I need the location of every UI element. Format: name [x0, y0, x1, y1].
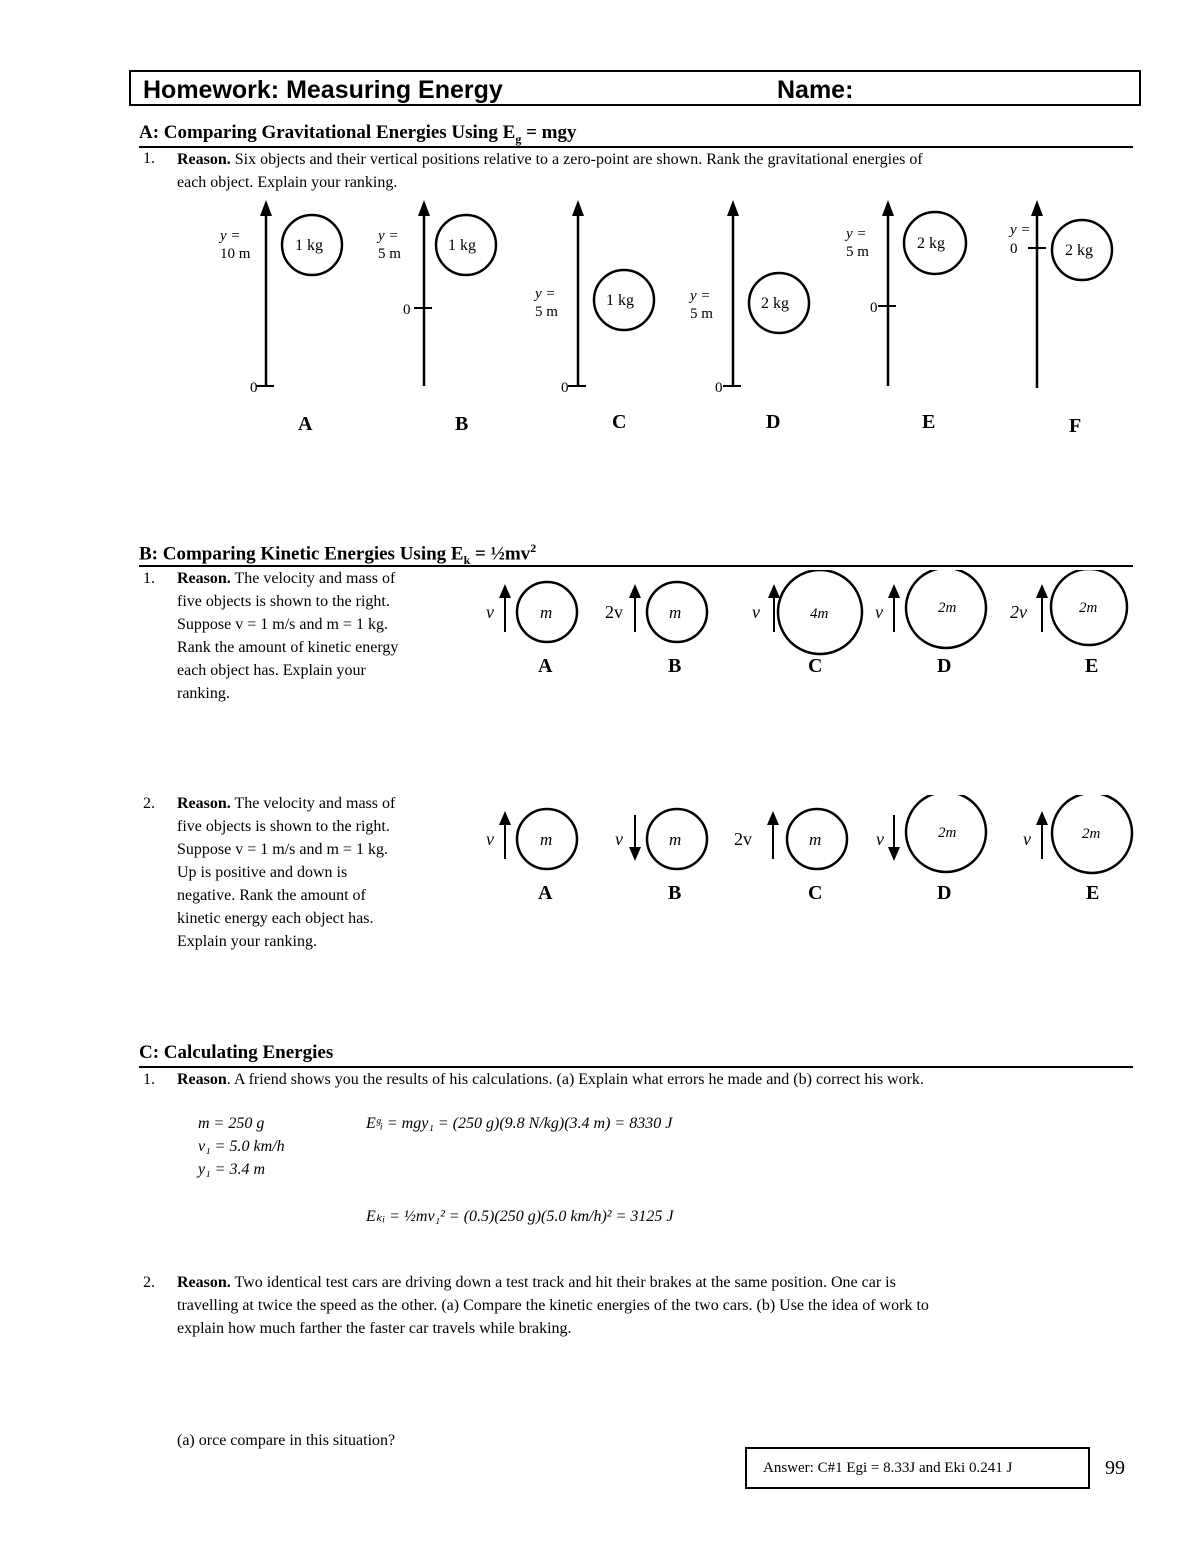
object-letter: E: [1085, 655, 1099, 677]
letter-a: A: [298, 413, 313, 435]
mass-label: m: [540, 603, 553, 622]
c-q2-number: 2.: [143, 1274, 155, 1291]
mass-d: 2 kg: [761, 295, 789, 312]
section-b-heading: B: Comparing Kinetic Energies Using $E_k$ = $\frac{1}{2}mv^2$: [139, 541, 537, 568]
object-letter: E: [1086, 882, 1100, 904]
object-letter: D: [937, 655, 952, 677]
gravity-calculation: Eᵍᵢ = mgy₁ = (250 g)(9.8 N/kg)(3.4 m) = 8330 J: [366, 1115, 673, 1132]
given-velocity: v₁ = 5.0 km/h: [198, 1138, 285, 1155]
y-label-e: y =: [846, 226, 867, 242]
kinetic-q2-object-d: [876, 795, 986, 904]
kinetic-q1-object-c: [752, 570, 862, 677]
letter-c: C: [612, 411, 627, 433]
letter-e: E: [922, 411, 936, 433]
y-label-c: y =: [535, 286, 556, 302]
b-q2-number: 2.: [143, 795, 155, 812]
zero-label-c: 0: [561, 380, 569, 396]
c-q1-text: Reason. A friend shows you the results of his calculations. (a) Explain what errors he made and (b) correct his work.: [177, 1071, 924, 1088]
mass-label: m: [669, 603, 682, 622]
y-label-b: y =: [378, 228, 399, 244]
y-value-d: 5 m: [690, 306, 713, 322]
mass-e: 2 kg: [917, 235, 945, 252]
kinetic-q2-object-c: [734, 809, 847, 904]
kinetic-diagrams-q2: [470, 795, 1160, 915]
c-q2-text: Reason. Two identical test cars are driving down a test track and hit their brakes at the same position. One car is travelling at twice the speed as the other. (a) Compare the kinetic energies of the two cars. (b) Use the idea of work to explain how much farther the faster car travels while braking.: [177, 1274, 929, 1337]
y-value-a: 10 m: [220, 246, 251, 262]
object-letter: A: [538, 882, 553, 904]
y-value-b: 5 m: [378, 246, 401, 262]
kinetic-calculation: Eₖᵢ = ½mv₁² = (0.5)(250 g)(5.0 km/h)² = 3125 J: [366, 1208, 674, 1225]
gravity-object-f: [1008, 200, 1112, 437]
section-c-heading: C: Calculating Energies: [139, 1042, 334, 1063]
given-height: y₁ = 3.4 m: [198, 1161, 266, 1178]
kinetic-diagrams-q1: [470, 570, 1160, 690]
velocity-label: v: [752, 602, 760, 622]
y-value-f: 0: [1010, 241, 1018, 257]
kinetic-q2-object-b: [615, 809, 707, 904]
b-q1-text: Reason. The velocity and mass of five objects is shown to the right. Suppose v = 1 m/s and m = 1 kg. Rank the amount of kinetic energy each object has. Explain your ranking.: [177, 570, 399, 702]
answer-box: [745, 1447, 1090, 1489]
gravity-diagrams: [0, 190, 1200, 440]
kinetic-q1-object-e: [1010, 570, 1127, 677]
worksheet-title: Homework: Measuring Energy: [143, 76, 503, 104]
velocity-label: v: [615, 829, 623, 849]
mass-label: m: [540, 830, 553, 849]
kinetic-q1-object-d: [875, 570, 986, 677]
part-a-prompt: (a) orce compare in this situation?: [177, 1432, 396, 1449]
gravity-object-d: [688, 200, 809, 433]
y-label-f: y =: [1010, 222, 1031, 238]
mass-label: m: [669, 830, 682, 849]
y-label-a: y =: [220, 228, 241, 244]
section-a-heading: A: Comparing Gravitational Energies Using $E_g$ = mgy: [139, 122, 577, 146]
object-letter: D: [937, 882, 952, 904]
zero-label-e: 0: [870, 300, 878, 316]
given-mass: m = 250 g: [198, 1115, 265, 1132]
kinetic-q1-object-a: [486, 582, 577, 677]
velocity-label: v: [486, 602, 494, 622]
title-box: [129, 70, 1141, 106]
object-letter: B: [668, 655, 682, 677]
c-q1-number: 1.: [143, 1071, 155, 1088]
velocity-label: 2v: [734, 829, 752, 849]
zero-label-d: 0: [715, 380, 723, 396]
mass-label: 2m: [1079, 600, 1098, 616]
a-q1-number: 1.: [143, 150, 155, 167]
gravity-object-a: [218, 200, 342, 435]
answer-text: Answer: C#1 Egi = 8.33J and Eki 0.241 J: [763, 1459, 1013, 1476]
mass-label: 2m: [938, 825, 957, 841]
mass-label: 2m: [938, 600, 957, 616]
name-label: Name:: [777, 76, 854, 104]
mass-b: 1 kg: [448, 237, 476, 254]
gravity-object-c: [533, 200, 654, 433]
gravity-object-e: [844, 200, 966, 433]
y-value-e: 5 m: [846, 244, 869, 260]
a-q1-text: Reason. Six objects and their vertical positions relative to a zero-point are shown. Rank the gravitational energies of each object. Explain your ranking.: [177, 151, 923, 191]
mass-label: 4m: [810, 606, 829, 622]
letter-b: B: [455, 413, 469, 435]
zero-label-b: 0: [403, 302, 411, 318]
y-value-c: 5 m: [535, 304, 558, 320]
velocity-label: v: [1023, 829, 1031, 849]
gravity-object-b: [376, 200, 496, 435]
kinetic-q2-object-e: [1023, 795, 1132, 904]
zero-label-a: 0: [250, 380, 258, 396]
page-number: 99: [1105, 1457, 1125, 1479]
b-q2-text: Reason. The velocity and mass of five objects is shown to the right. Suppose v = 1 m/s and m = 1 kg. Up is positive and down is negative. Rank the amount of kinetic energy each object has. Explain your ranking.: [177, 795, 396, 950]
object-letter: B: [668, 882, 682, 904]
mass-label: m: [809, 830, 822, 849]
velocity-label: v: [486, 829, 494, 849]
object-letter: C: [808, 882, 823, 904]
mass-a: 1 kg: [295, 237, 323, 254]
mass-f: 2 kg: [1065, 242, 1093, 259]
velocity-label: v: [876, 829, 884, 849]
velocity-label: 2v: [605, 602, 623, 622]
kinetic-q2-object-a: [486, 809, 577, 904]
y-label-d: y =: [690, 288, 711, 304]
object-letter: A: [538, 655, 553, 677]
mass-c: 1 kg: [606, 292, 634, 309]
mass-label: 2m: [1082, 826, 1101, 842]
object-letter: C: [808, 655, 823, 677]
letter-d: D: [766, 411, 781, 433]
kinetic-q1-object-b: [605, 582, 707, 677]
b-q1-number: 1.: [143, 570, 155, 587]
velocity-label: v: [875, 602, 883, 622]
velocity-label: 2v: [1010, 602, 1027, 622]
letter-f: F: [1069, 415, 1082, 437]
